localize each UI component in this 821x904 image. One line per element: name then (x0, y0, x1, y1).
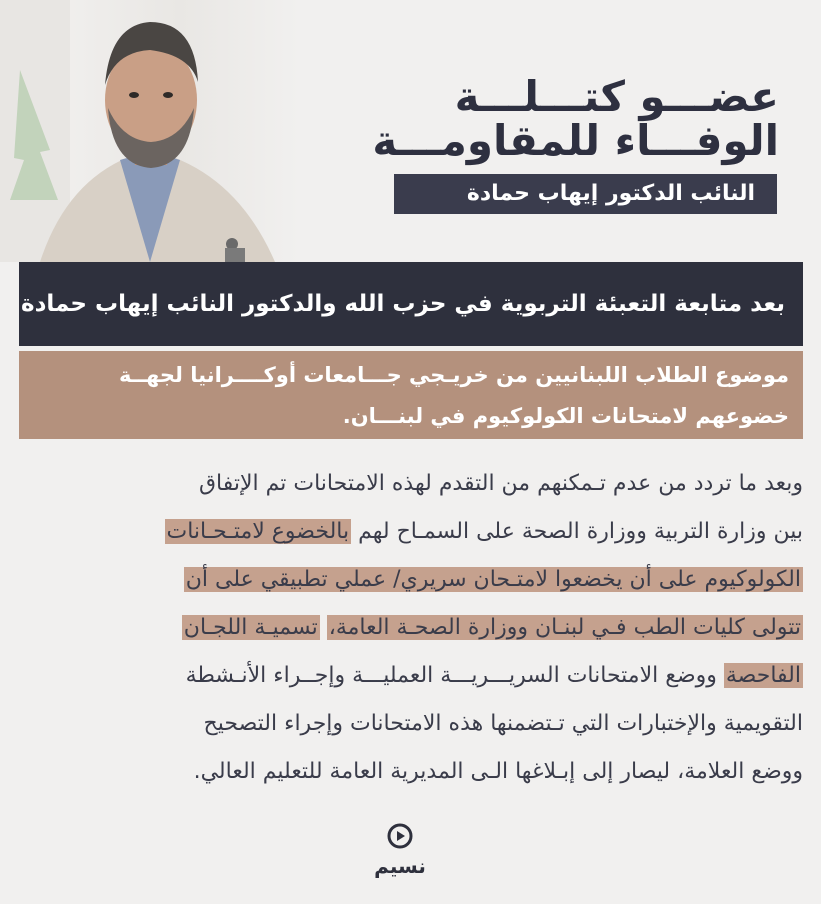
body-line-1: وبعد ما تردد من عدم تـمكنهم من التقدم لهذه الامتحانات تم الإتفاق (198, 471, 803, 496)
brand-name: نسيم (374, 854, 426, 878)
body-paragraph (19, 460, 803, 796)
highlighted-text: تسميـة اللجـان (183, 615, 318, 640)
subheadline-line-2: خضوعهم لامتحانات الكولوكيوم في لبنـــان. (342, 404, 789, 428)
body-line-6: التقويمية والإختبارات التي تـتضمنها هذه الامتحانات وإجراء التصحيح (203, 711, 803, 736)
highlighted-text: الفاحصة (725, 663, 801, 688)
highlighted-text: الكولوكيوم على أن يخضعوا لامتـحان سريري/ عملي تطبيقي على أن (185, 567, 801, 592)
play-circle-icon (386, 822, 414, 850)
title-line-2: الوفـــاء للمقاومـــة (372, 116, 779, 165)
body-text: بين وزارة التربية ووزارة الصحة على السمـاح لهم (351, 519, 803, 544)
body-line-5 (19, 652, 803, 700)
body-line-7: ووضع العلامة، ليصار إلى إبـلاغها الـى المديرية العامة للتعليم العالي. (193, 759, 803, 784)
name-banner: النائب الدكتور إيهاب حمادة (394, 174, 777, 214)
headline-banner: بعد متابعة التعبئة التربوية في حزب الله والدكتور النائب إيهاب حمادة (19, 262, 803, 346)
brand-logo (360, 822, 440, 882)
body-text: ووضع الامتحانات السريـــريـــة العمليـــة وإجــراء الأنـشطة (185, 663, 724, 688)
title-line-1: عضـــو كتـــلـــة (454, 72, 779, 121)
title-block (359, 72, 779, 165)
highlighted-text: بالخضوع لامتـحـانات (166, 519, 350, 544)
portrait-photo (0, 0, 300, 262)
body-line-4 (19, 604, 803, 652)
subheadline-line-1: موضوع الطلاب اللبنانيين من خريـجي جـــامعات أوكــــرانيا لجهــة (118, 363, 789, 387)
highlighted-text: تتولى كليات الطب فـي لبنـان ووزارة الصحـة العامة، (328, 615, 801, 640)
portrait-illustration (0, 0, 300, 262)
body-line-3 (19, 556, 803, 604)
body-line-2 (19, 508, 803, 556)
subheadline-banner (19, 351, 803, 439)
